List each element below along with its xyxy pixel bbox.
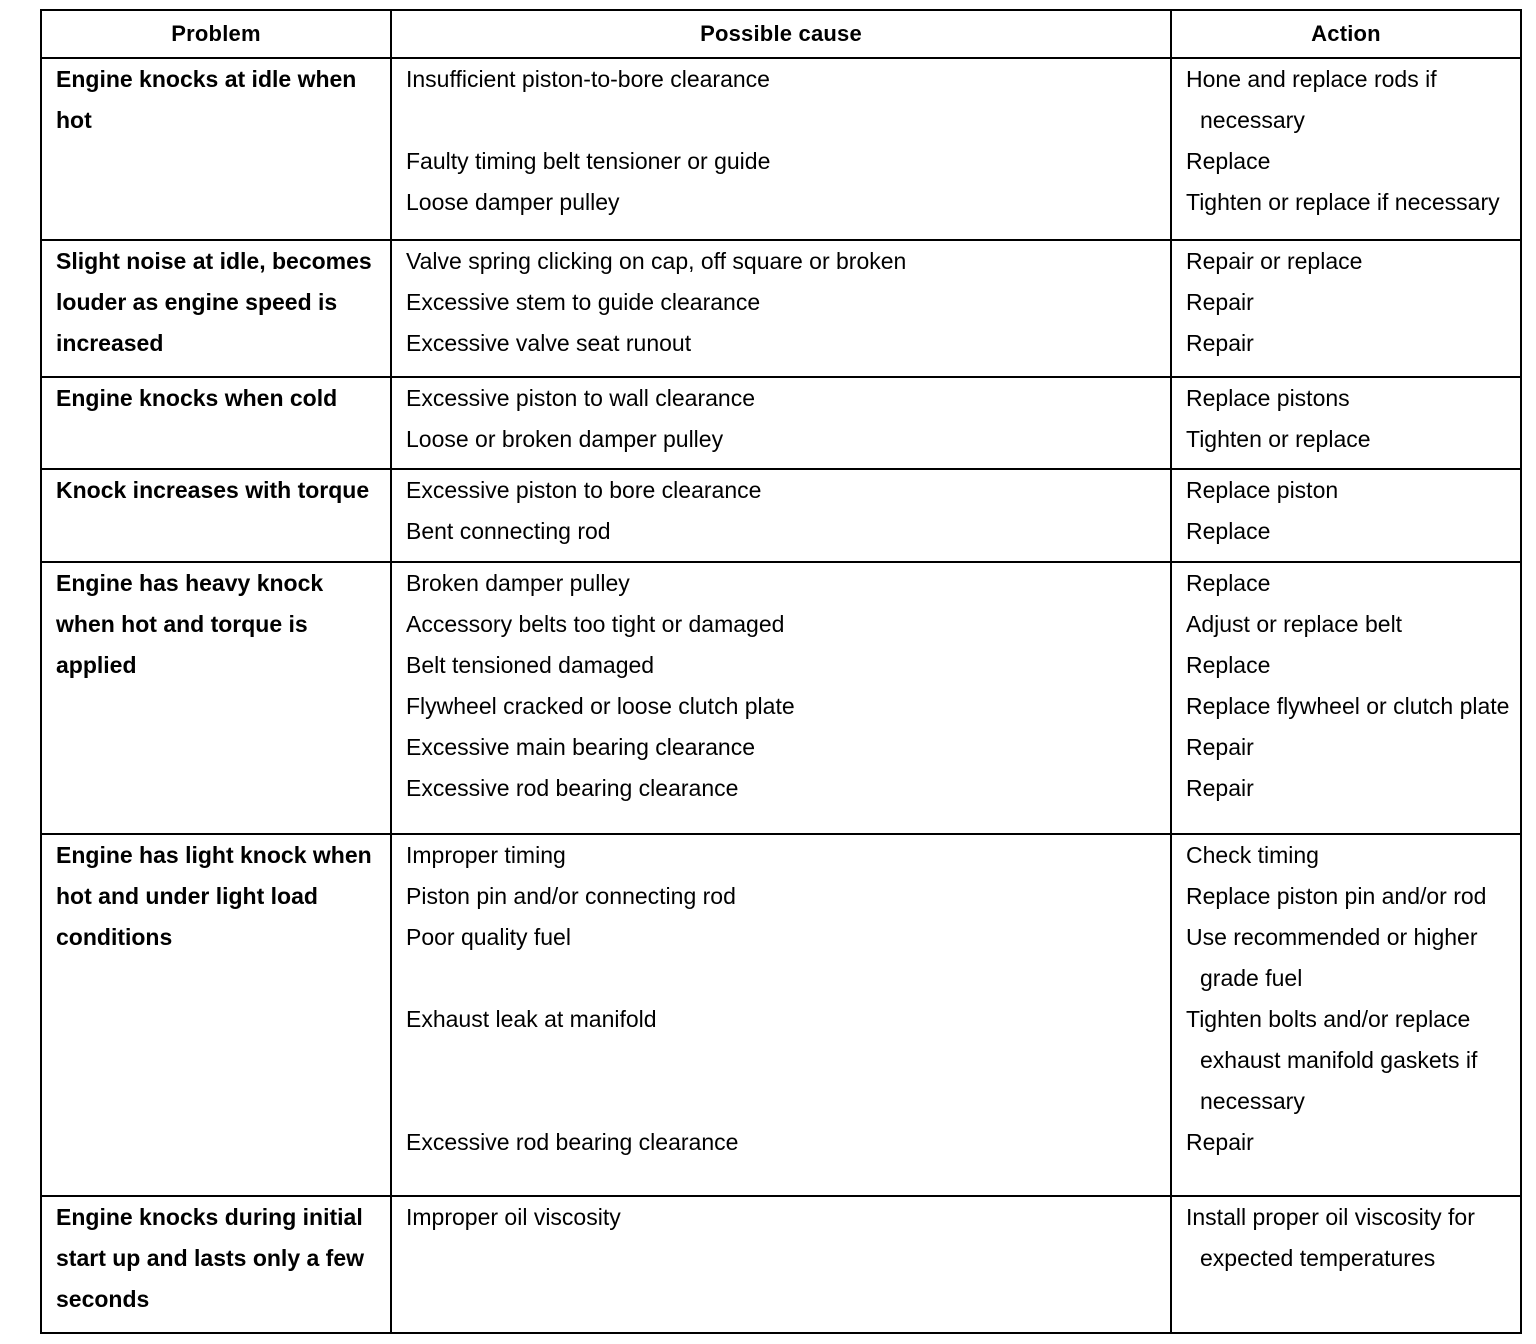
problem-cell: Engine has heavy knock when hot and torque is applied bbox=[41, 562, 391, 834]
header-action: Action bbox=[1171, 10, 1521, 58]
problem-cell: Engine knocks when cold bbox=[41, 377, 391, 469]
action-cell bbox=[1171, 562, 1521, 834]
cause-cell bbox=[391, 240, 1171, 377]
cause-item: Insufficient piston-to-bore clearance bbox=[406, 66, 770, 92]
cause-item: Belt tensioned damaged bbox=[406, 651, 655, 678]
action-item: Repair bbox=[1186, 733, 1254, 760]
cause-cell bbox=[391, 469, 1171, 561]
action-item: Replace bbox=[1186, 651, 1271, 678]
cause-cell bbox=[391, 834, 1171, 1196]
cause-item: Flywheel cracked or loose clutch plate bbox=[406, 692, 795, 719]
problem-cell: Engine has light knock when hot and under light load conditions bbox=[41, 834, 391, 1196]
cause-item: Excessive rod bearing clearance bbox=[406, 774, 739, 801]
action-item: Replace flywheel or clutch plate bbox=[1186, 692, 1510, 719]
cause-item: Excessive rod bearing clearance bbox=[406, 1128, 739, 1155]
cause-item: Loose damper pulley bbox=[406, 189, 620, 215]
cause-cell bbox=[391, 377, 1171, 469]
cause-item: Piston pin and/or connecting rod bbox=[406, 882, 736, 909]
cause-item: Excessive stem to guide clearance bbox=[406, 289, 761, 316]
table-body bbox=[41, 58, 1521, 1333]
cause-item: Broken damper pulley bbox=[406, 569, 630, 596]
action-item: Replace pistons bbox=[1186, 385, 1350, 412]
cause-item: Valve spring clicking on cap, off square or broken bbox=[406, 248, 907, 275]
cause-item: Poor quality fuel bbox=[406, 923, 571, 950]
action-cell bbox=[1171, 1196, 1521, 1333]
action-item: Tighten bolts and/or replace exhaust manifold gaskets if necessary bbox=[1186, 1005, 1478, 1114]
problem-cell: Slight noise at idle, becomes louder as engine speed is increased bbox=[41, 240, 391, 377]
problem-cell: Engine knocks at idle when hot bbox=[41, 58, 391, 240]
action-item: Repair bbox=[1186, 774, 1254, 801]
action-item: Tighten or replace bbox=[1186, 426, 1371, 453]
cause-item: Improper timing bbox=[406, 841, 566, 868]
action-item: Replace piston pin and/or rod bbox=[1186, 882, 1487, 909]
table-row bbox=[41, 469, 1521, 561]
table-row bbox=[41, 377, 1521, 469]
action-item: Replace bbox=[1186, 148, 1271, 174]
table-row bbox=[41, 834, 1521, 1196]
action-item: Repair bbox=[1186, 330, 1254, 357]
action-item: Use recommended or higher grade fuel bbox=[1186, 923, 1478, 991]
table-header bbox=[41, 10, 1521, 58]
cause-item: Accessory belts too tight or damaged bbox=[406, 610, 785, 637]
cause-item: Improper oil viscosity bbox=[406, 1203, 621, 1230]
header-problem: Problem bbox=[41, 10, 391, 58]
action-item: Replace bbox=[1186, 569, 1271, 596]
action-item: Replace piston bbox=[1186, 477, 1339, 504]
action-cell bbox=[1171, 469, 1521, 561]
action-cell bbox=[1171, 834, 1521, 1196]
table-row bbox=[41, 58, 1521, 240]
action-item: Hone and replace rods if necessary bbox=[1186, 66, 1437, 133]
header-possible-cause: Possible cause bbox=[391, 10, 1171, 58]
table-row bbox=[41, 1196, 1521, 1333]
cause-item: Bent connecting rod bbox=[406, 518, 611, 545]
cause-item: Excessive piston to bore clearance bbox=[406, 477, 762, 504]
cause-cell bbox=[391, 1196, 1171, 1333]
cause-item: Faulty timing belt tensioner or guide bbox=[406, 148, 771, 174]
action-item: Adjust or replace belt bbox=[1186, 610, 1403, 637]
problem-cell: Knock increases with torque bbox=[41, 469, 391, 561]
cause-item: Excessive main bearing clearance bbox=[406, 733, 756, 760]
table-row bbox=[41, 240, 1521, 377]
action-item: Tighten or replace if necessary bbox=[1186, 189, 1500, 215]
header-row bbox=[41, 10, 1521, 58]
action-item: Replace bbox=[1186, 518, 1271, 545]
problem-cell: Engine knocks during initial start up and lasts only a few seconds bbox=[41, 1196, 391, 1333]
action-item: Repair or replace bbox=[1186, 248, 1363, 275]
table-row bbox=[41, 562, 1521, 834]
cause-item: Excessive piston to wall clearance bbox=[406, 385, 755, 412]
troubleshooting-table bbox=[40, 9, 1522, 1334]
cause-cell bbox=[391, 562, 1171, 834]
cause-item: Loose or broken damper pulley bbox=[406, 426, 724, 453]
cause-cell bbox=[391, 58, 1171, 240]
action-cell bbox=[1171, 377, 1521, 469]
cause-item: Excessive valve seat runout bbox=[406, 330, 692, 357]
action-cell bbox=[1171, 58, 1521, 240]
cause-item: Exhaust leak at manifold bbox=[406, 1005, 657, 1032]
action-item: Install proper oil viscosity for expected temperatures bbox=[1186, 1203, 1475, 1271]
action-item: Repair bbox=[1186, 289, 1254, 316]
action-cell bbox=[1171, 240, 1521, 377]
action-item: Check timing bbox=[1186, 841, 1319, 868]
action-item: Repair bbox=[1186, 1128, 1254, 1155]
